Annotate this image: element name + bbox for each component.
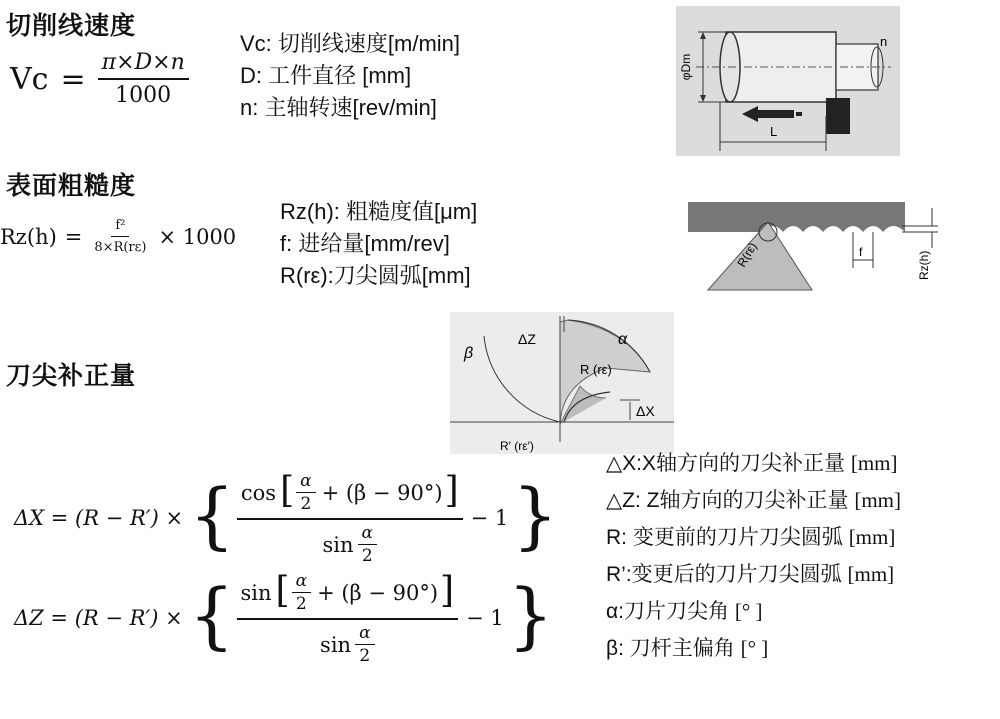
bracket-open: [	[280, 470, 295, 511]
definition-f: f: 进给量[mm/rev]	[280, 231, 450, 256]
formula-denominator: 8×R(rε)	[94, 240, 147, 255]
cos-function: cos	[240, 480, 277, 505]
formula-numerator	[237, 470, 463, 520]
r-label: R (rε)	[580, 362, 612, 377]
section-title-cutting-speed: 切削线速度	[6, 11, 137, 40]
legend-item: α:刀片刀尖角 [° ]	[606, 599, 763, 623]
length-label: L	[770, 124, 778, 139]
brace-close-icon: }	[507, 573, 554, 657]
brace-close-icon: }	[512, 473, 559, 557]
alpha-symbol: α	[355, 623, 374, 645]
sin-function: sin	[320, 632, 352, 657]
section-title-nose-compensation: 刀尖补正量	[6, 361, 137, 390]
formula-multiplier: × 1000	[158, 224, 237, 249]
sin-function: sin	[240, 580, 272, 605]
two: 2	[359, 646, 371, 666]
feed-label: f	[859, 245, 863, 259]
legend-item: β: 刀杆主偏角 [° ]	[606, 636, 769, 660]
formula-lhs: Rz(h)	[0, 224, 57, 249]
definition-d: D: 工件直径 [mm]	[240, 63, 412, 88]
brace-open-icon: {	[188, 573, 235, 657]
two: 2	[295, 594, 307, 614]
formula-numerator	[237, 570, 459, 620]
bracket-close: ]	[444, 470, 459, 511]
r-prime-label: R′ (rε′)	[500, 439, 534, 453]
two: 2	[300, 494, 312, 514]
definition-n: n: 主轴转速[rev/min]	[240, 95, 437, 120]
formula-equals: =	[60, 61, 86, 97]
sin-function: sin	[322, 532, 354, 557]
bracket-open: [	[275, 570, 290, 611]
formula-fraction	[98, 50, 189, 108]
formula-fraction	[90, 218, 150, 255]
rz-label: Rz(h)	[917, 250, 931, 280]
formula-lhs: Vc	[10, 61, 49, 97]
cutting-speed-definitions	[240, 28, 460, 124]
formula-equals: =	[64, 224, 83, 249]
definition-r: R(rε):刀尖圆弧[mm]	[280, 263, 471, 288]
roughness-definitions	[280, 196, 477, 292]
half-alpha	[358, 523, 377, 566]
definition-rz: Rz(h): 粗糙度值[μm]	[280, 199, 478, 224]
legend-item: R’:变更后的刀片刀尖圆弧 [mm]	[606, 562, 895, 586]
formula-fraction	[237, 470, 463, 566]
alpha-symbol: α	[292, 571, 311, 593]
diameter-label: φDm	[679, 53, 693, 81]
formula-lhs: ΔZ = (R − R′) ×	[14, 606, 183, 630]
nose-radius-label: R(rε)	[734, 239, 760, 270]
delta-x-formula	[14, 470, 558, 566]
half-alpha	[292, 571, 311, 614]
alpha-label: α	[618, 331, 628, 348]
formula-lhs: ΔX = (R − R′) ×	[14, 506, 184, 530]
compensation-legend	[606, 445, 901, 667]
delta-z-label: ΔZ	[518, 331, 536, 347]
section-title-roughness: 表面粗糙度	[6, 171, 137, 200]
beta-term: + (β − 90°)	[317, 580, 439, 605]
beta-label: β	[464, 345, 474, 362]
formula-denominator	[316, 620, 379, 666]
formula-numerator: f²	[111, 218, 129, 237]
brace-open-icon: {	[189, 473, 235, 557]
formula-denominator: 1000	[115, 83, 172, 108]
minus-one: − 1	[466, 606, 504, 630]
delta-z-formula	[14, 570, 554, 666]
alpha-symbol: α	[296, 471, 315, 493]
roughness-formula	[0, 218, 236, 255]
turning-diagram	[676, 6, 900, 156]
legend-item: R: 变更前的刀片刀尖圆弧 [mm]	[606, 525, 896, 549]
definition-vc: Vc: 切削线速度[m/min]	[240, 31, 461, 56]
minus-one: − 1	[470, 506, 509, 530]
beta-term: + (β − 90°)	[321, 480, 443, 505]
roughness-diagram	[680, 198, 940, 298]
rotation-label: n	[880, 34, 888, 49]
legend-item: △X:X轴方向的刀尖补正量 [mm]	[606, 451, 898, 475]
formula-denominator	[318, 520, 381, 566]
two: 2	[361, 546, 373, 566]
delta-x-label: ΔX	[636, 403, 655, 419]
half-alpha	[296, 471, 315, 514]
formula-fraction	[237, 570, 459, 666]
bracket-close: ]	[440, 570, 455, 611]
half-alpha	[355, 623, 374, 666]
formula-numerator: π×D×n	[98, 50, 189, 80]
nose-compensation-diagram	[450, 312, 674, 454]
cutting-speed-formula	[10, 50, 189, 108]
alpha-symbol: α	[358, 523, 377, 545]
legend-item: △Z: Z轴方向的刀尖补正量 [mm]	[606, 488, 901, 512]
